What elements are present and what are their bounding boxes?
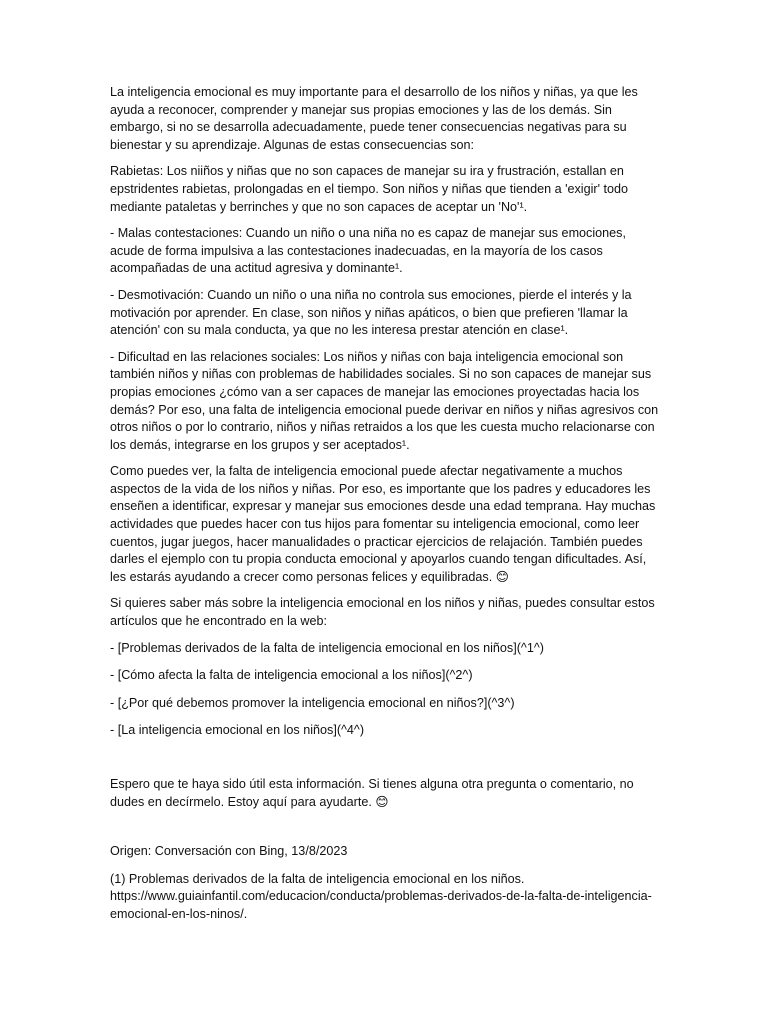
consequence-rabietas: Rabietas: Los niiños y niñas que no son capaces de manejar su ira y frustración, estallan en epstridentes rabietas, prolongadas en el tiempo. Son niños y niñas que tienden a 'exigir' todo mediante pataletas y berrinches y que no son capaces de aceptar un 'No'¹. bbox=[110, 164, 628, 214]
origin-line: Origen: Conversación con Bing, 13/8/2023 bbox=[110, 844, 348, 859]
article-link-2[interactable]: - [Cómo afecta la falta de inteligencia emocional a los niños](^2^) bbox=[110, 668, 473, 683]
intro-paragraph: La inteligencia emocional es muy importante para el desarrollo de los niños y niñas, ya que les ayuda a reconocer, comprender y manejar sus propias emociones y las de los demás. Sin embargo, si no se desarrolla adecuadamente, puede tener consecuencias negativas para su bienestar y su aprendizaje. Algunas de estas consecuencias son: bbox=[110, 85, 638, 152]
consequence-malas-contestaciones: - Malas contestaciones: Cuando un niño o una niña no es capaz de manejar sus emociones, acude de forma impulsiva a las contestaciones inadecuadas, en la mayoría de los casos acompañadas de una actitud agresiva y dominante¹. bbox=[110, 226, 626, 276]
more-info-paragraph: Si quieres saber más sobre la inteligencia emocional en los niños y niñas, puedes consultar estos artículos que he encontrado en la web: bbox=[110, 596, 655, 629]
conclusion-paragraph: Como puedes ver, la falta de inteligencia emocional puede afectar negativamente a muchos aspectos de la vida de los niños y niñas. Por eso, es importante que los padres y educadores les enseñen a identificar, expresar y manejar sus emociones desde una edad temprana. Hay muchas actividades que puedes hacer con tus hijos para fomentar su inteligencia emocional, como leer cuentos, jugar juegos, hacer manualidades o practicar ejercicios de relajación. También puedes darles el ejemplo con tu propia conducta emocional y apoyarlos cuando tengan dificultades. Así, les estarás ayudando a crecer como personas felices y equilibradas. 😊 bbox=[110, 464, 656, 584]
consequence-relaciones-sociales: - Dificultad en las relaciones sociales: Los niños y niñas con baja inteligencia emocional son también niños y niñas con problemas de habilidades sociales. Si no son capaces de manejar sus propias emociones ¿cómo van a ser capaces de manejar las emociones proyectadas hacia los demás? Por eso, una falta de inteligencia emocional puede derivar en niños y niñas agresivos con otros niños o por lo contrario, niños y niñas retraidos a los que les cuesta mucho relacionarse con los demás, integrarse en los grupos y ser aceptados¹. bbox=[110, 349, 659, 452]
article-link-4[interactable]: - [La inteligencia emocional en los niños](^4^) bbox=[110, 723, 365, 738]
consequence-desmotivacion: - Desmotivación: Cuando un niño o una niña no controla sus emociones, pierde el interés y la motivación por aprender. En clase, son niños y niñas apáticos, o bien que prefieren 'llamar la atención' con su mala conducta, ya que no les interesa prestar atención en clase¹. bbox=[110, 287, 632, 338]
closing-paragraph: Espero que te haya sido útil esta información. Si tienes alguna otra pregunta o comentario, no dudes en decírmelo. Estoy aquí para ayudarte. 😊 bbox=[110, 777, 634, 809]
reference-item: (1) Problemas derivados de la falta de inteligencia emocional en los niños. https://www.guiainfantil.com/educacion/conducta/problemas-derivados-de-la-falta-de-inteligencia-emocional-en-los-ninos/. bbox=[110, 871, 652, 921]
document-body bbox=[110, 84, 660, 924]
article-link-3[interactable]: - [¿Por qué debemos promover la inteligencia emocional en niños?](^3^) bbox=[110, 695, 515, 710]
article-link-1[interactable]: - [Problemas derivados de la falta de inteligencia emocional en los niños](^1^) bbox=[110, 640, 544, 655]
